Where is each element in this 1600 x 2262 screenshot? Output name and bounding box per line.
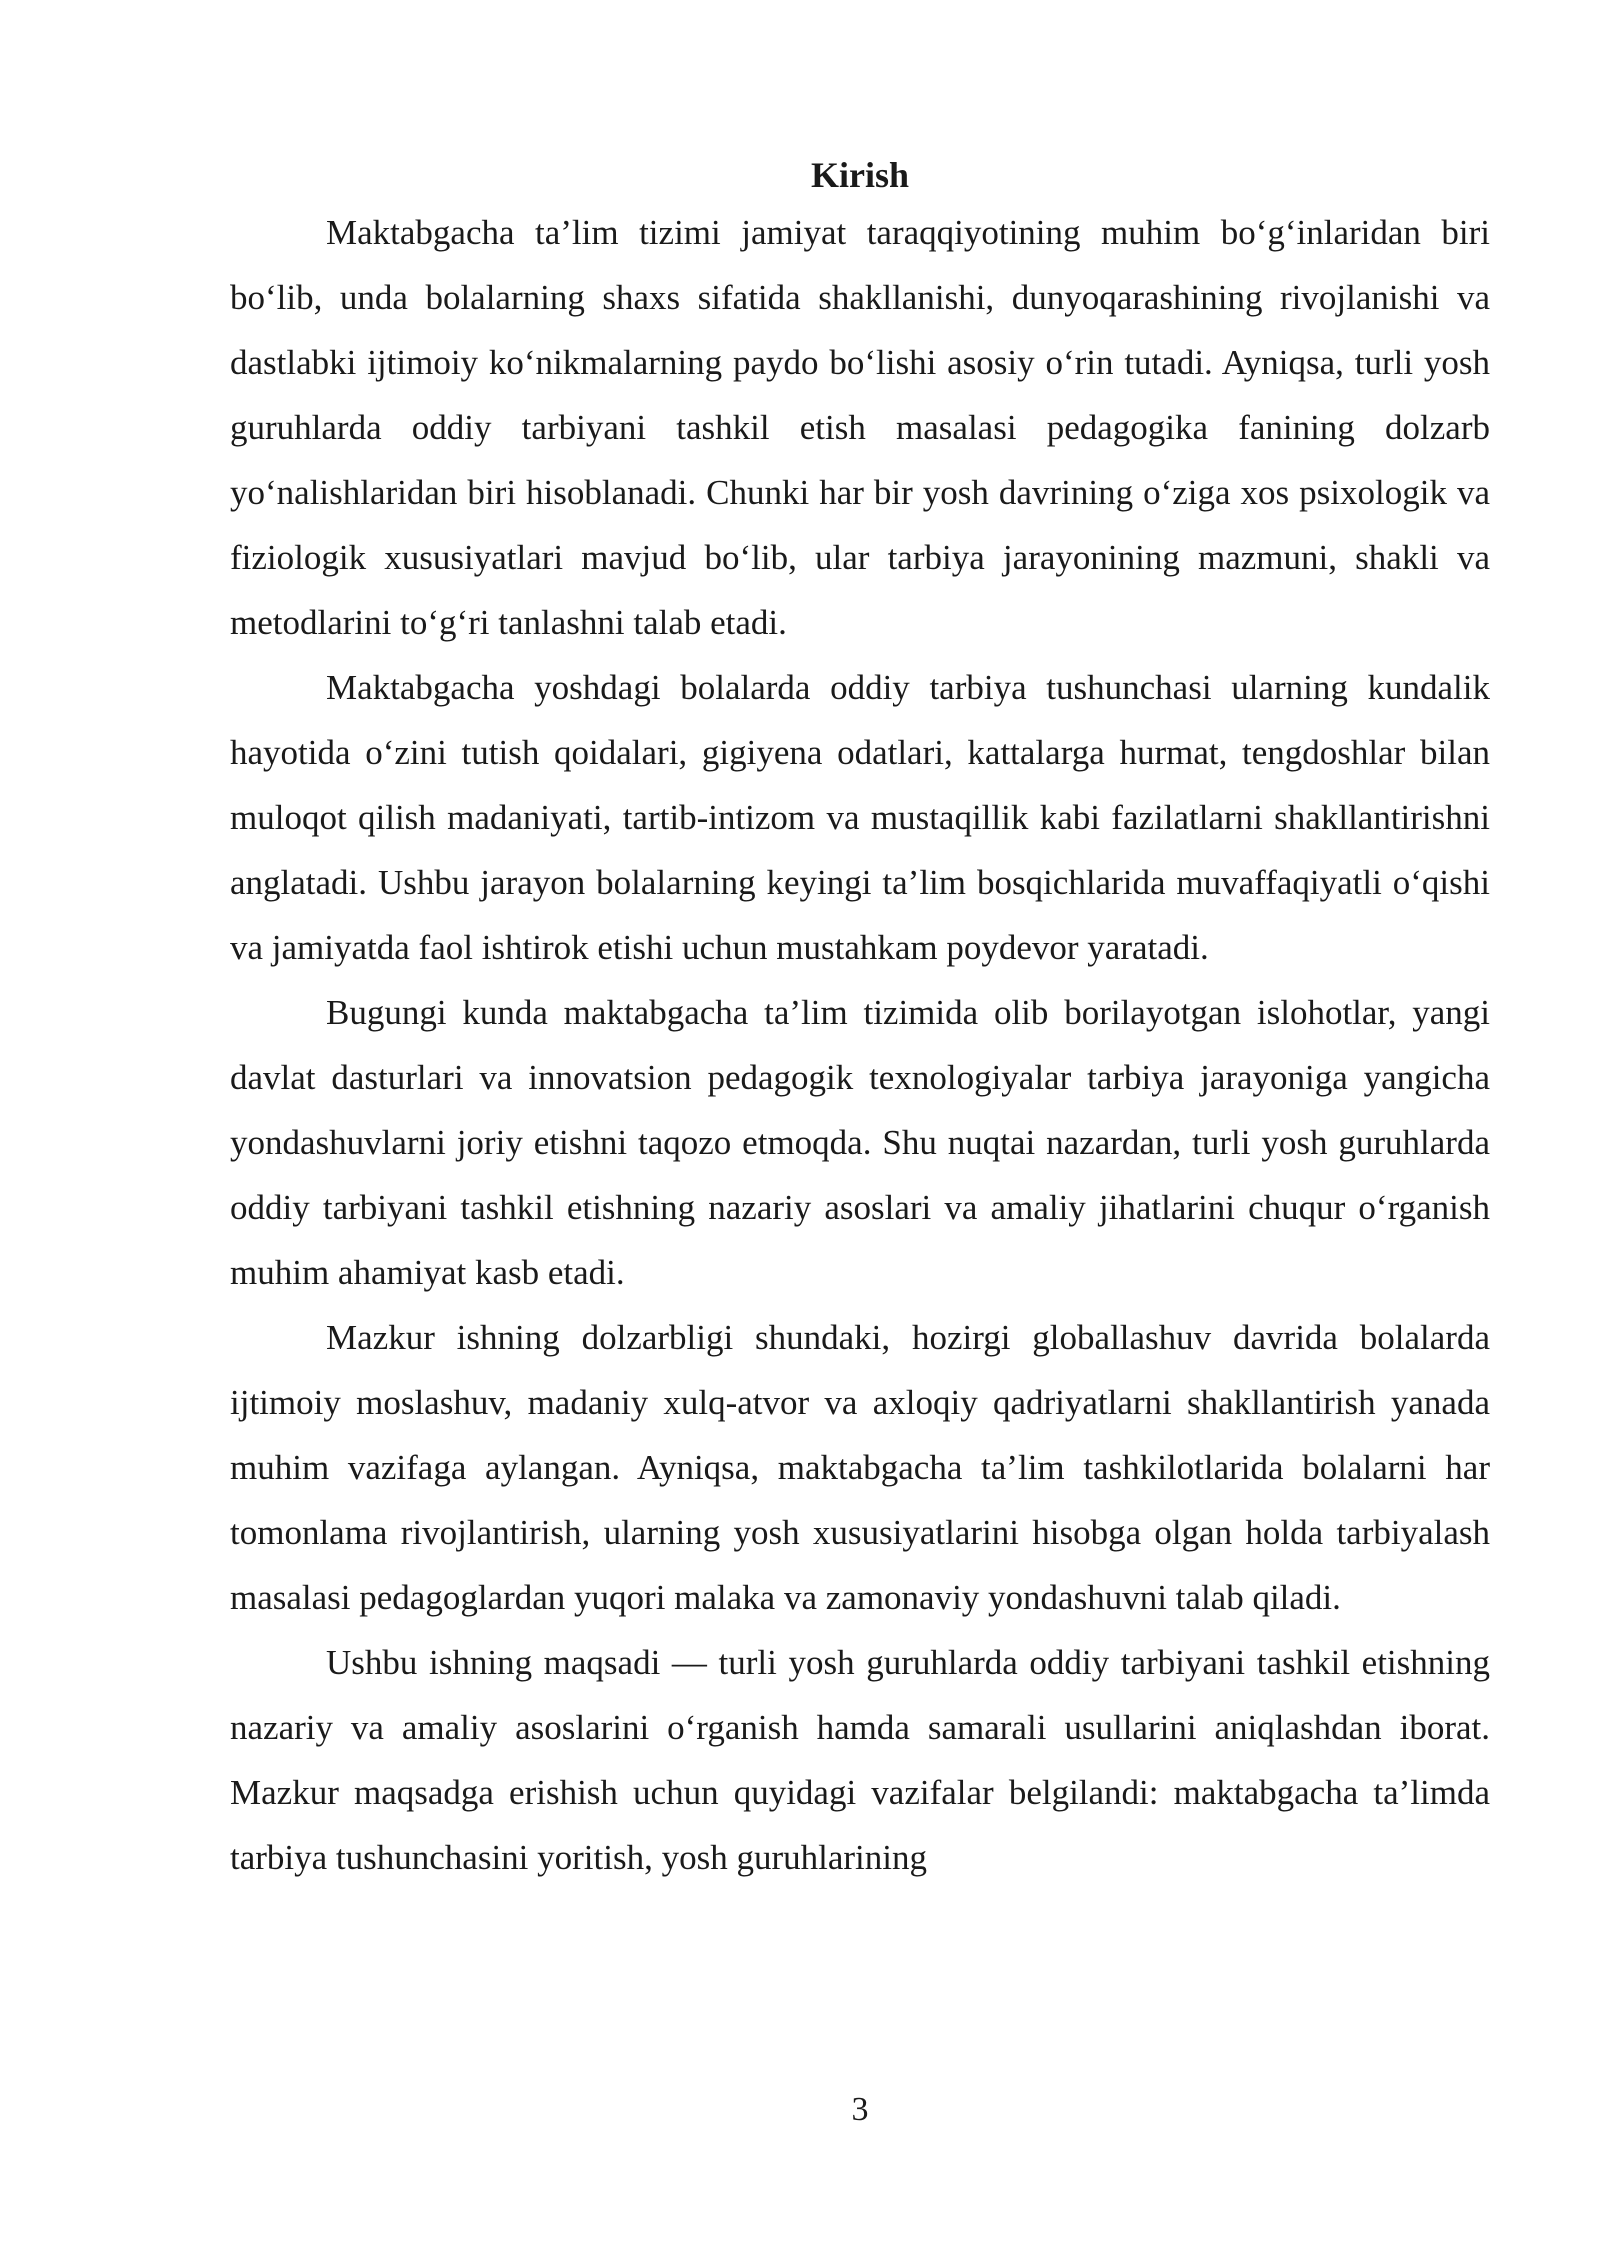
paragraph-4: Mazkur ishning dolzarbligi shundaki, hozirgi globallashuv davrida bolalarda ijtimoiy moslashuv, madaniy xulq-atvor va axloqiy qadriyatlarni shakllantirish yanada muhim vazifaga aylangan. Ayniqsa, maktabgacha ta’lim tashkilotlarida bolalarni har tomonlama rivojlantirish, ularning yosh xususiyatlarini hisobga olgan holda tarbiyalash masalasi pedagoglardan yuqori malaka va zamonaviy yondashuvni talab qiladi.: [230, 1318, 1490, 1617]
page-number: 3: [851, 2091, 869, 2128]
paragraph-1: Maktabgacha ta’lim tizimi jamiyat taraqqiyotining muhim bo‘g‘inlaridan biri bo‘lib, unda bolalarning shaxs sifatida shakllanishi, dunyoqarashining rivojlanishi va dastlabki ijtimoiy ko‘nikmalarning paydo bo‘lishi asosiy o‘rin tutadi. Ayniqsa, turli yosh guruhlarda oddiy tarbiyani tashkil etish masalasi pedagogika fanining dolzarb yo‘nalishlaridan biri hisoblanadi. Chunki har bir yosh davrining o‘ziga xos psixologik va fiziologik xususiyatlari mavjud bo‘lib, ular tarbiya jarayonining mazmuni, shakli va metodlarini to‘g‘ri tanlashni talab etadi.: [230, 213, 1490, 642]
paragraph-2: Maktabgacha yoshdagi bolalarda oddiy tarbiya tushunchasi ularning kundalik hayotida o‘zini tutish qoidalari, gigiyena odatlari, kattalarga hurmat, tengdoshlar bilan muloqot qilish madaniyati, tartib-intizom va mustaqillik kabi fazilatlarni shakllantirishni anglatadi. Ushbu jarayon bolalarning keyingi ta’lim bosqichlarida muvaffaqiyatli o‘qishi va jamiyatda faol ishtirok etishi uchun mustahkam poydevor yaratadi.: [230, 668, 1490, 967]
section-title: Kirish: [810, 155, 909, 195]
paragraph-5: Ushbu ishning maqsadi — turli yosh guruhlarda oddiy tarbiyani tashkil etishning nazariy va amaliy asoslarini o‘rganish hamda samarali usullarini aniqlashdan iborat. Mazkur maqsadga erishish uchun quyidagi vazifalar belgilandi: maktabgacha ta’limda tarbiya tushunchasini yoritish, yosh guruhlarining: [230, 1643, 1490, 1877]
body-text: [230, 200, 1490, 1890]
paragraph-3: Bugungi kunda maktabgacha ta’lim tizimida olib borilayotgan islohotlar, yangi davlat dasturlari va innovatsion pedagogik texnologiyalar tarbiya jarayoniga yangicha yondashuvlarni joriy etishni taqozo etmoqda. Shu nuqtai nazardan, turli yosh guruhlarda oddiy tarbiyani tashkil etishning nazariy asoslari va amaliy jihatlarini chuqur o‘rganish muhim ahamiyat kasb etadi.: [230, 993, 1490, 1292]
